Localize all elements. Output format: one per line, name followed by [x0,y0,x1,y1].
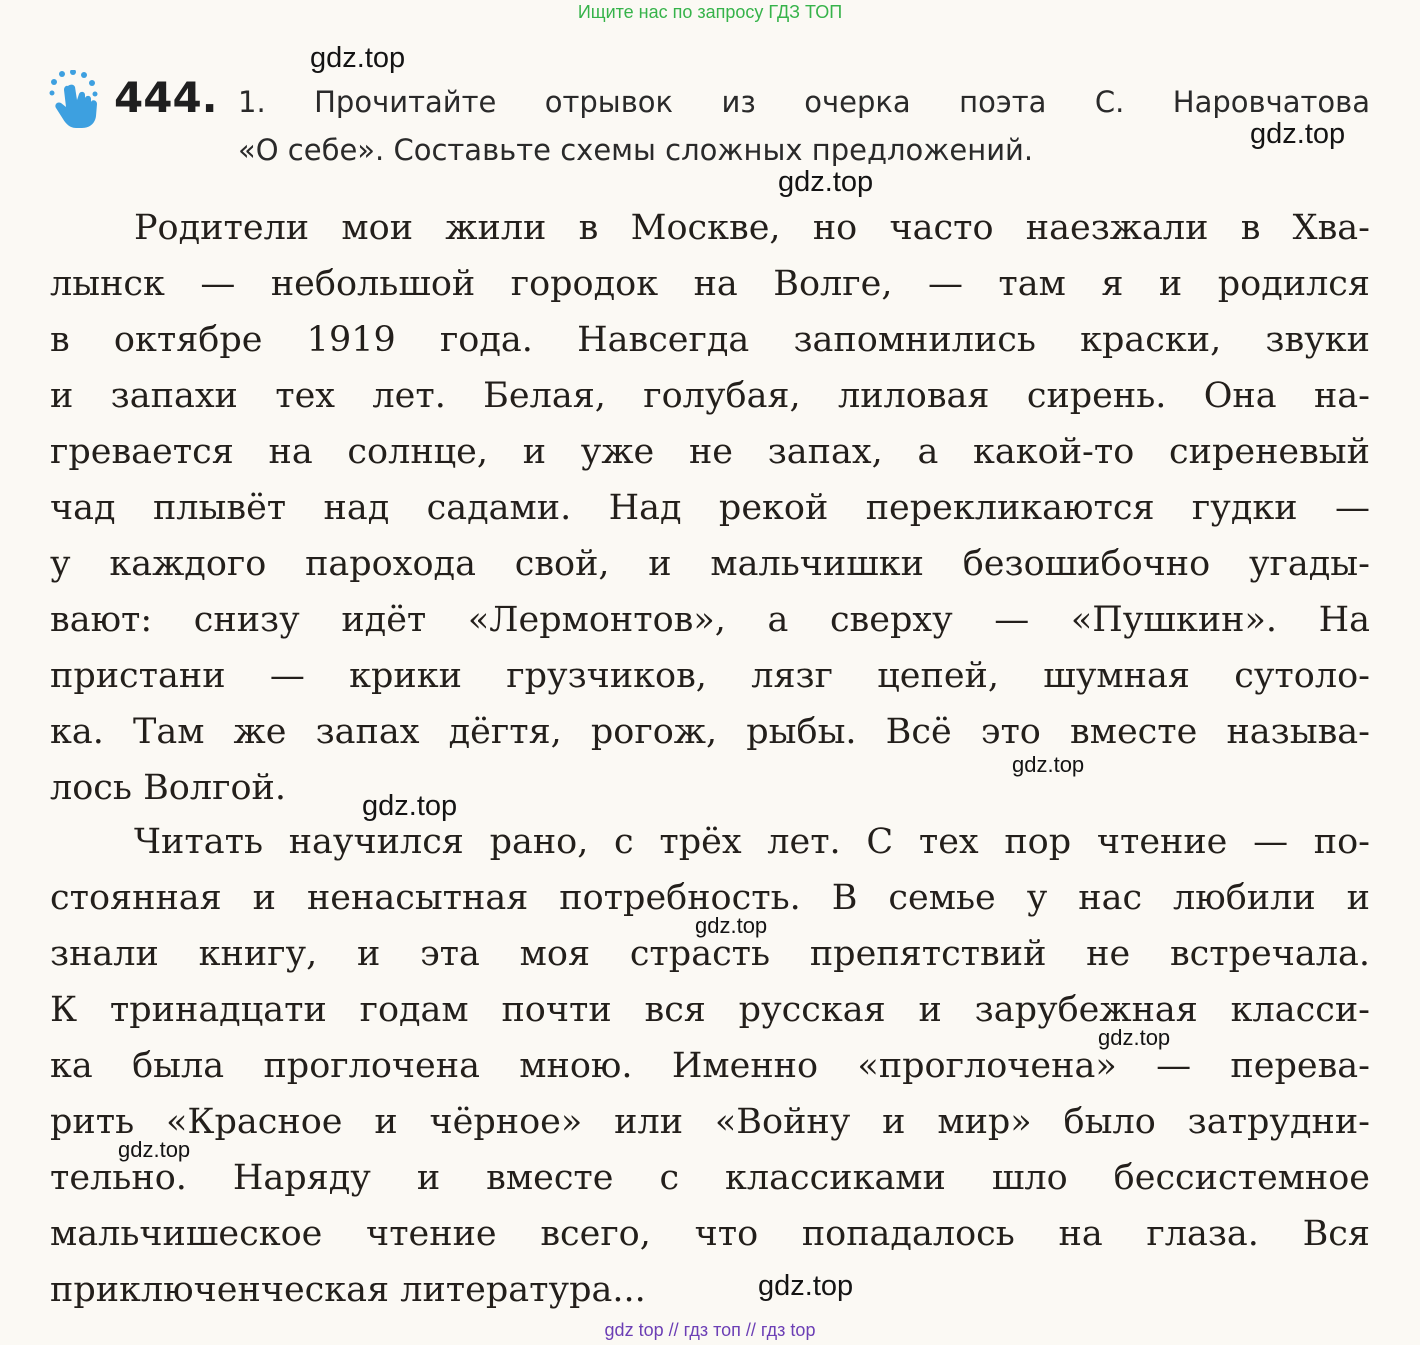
text-line: пристани — крики грузчиков, лязг цепей, шумная сутоло- [50,656,1370,696]
text-line: ка была проглочена мною. Именно «проглочена» — перева- [50,1046,1370,1086]
text-line: мальчишеское чтение всего, что попадалось на глаза. Вся [50,1214,1370,1254]
paragraph-2 [50,814,1370,1318]
text-line: приключенческая литература... [50,1270,646,1310]
task-instruction [238,78,1370,174]
task-instruction-line-2: «О себе». Составьте схемы сложных предложений. [238,133,1034,167]
watermark: gdz.top [1012,752,1085,777]
text-line: гревается на солнце, и уже не запах, а какой-то сиреневый [50,432,1370,472]
watermark: gdz.top [310,42,406,74]
watermark: gdz.top [362,790,458,822]
task-instruction-line-1: 1. Прочитайте отрывок из очерка поэта С. Наровчатова [238,85,1370,119]
text-line: Читать научился рано, с трёх лет. С тех пор чтение — по- [134,822,1370,862]
text-line: чад плывёт над садами. Над рекой перекликаются гудки — [50,488,1370,528]
watermark: gdz.top [695,913,768,938]
watermark: gdz.top [1098,1025,1171,1050]
text-line: и запахи тех лет. Белая, голубая, лиловая сирень. Она на- [50,376,1370,416]
watermark: gdz.top [778,166,874,198]
text-line: стоянная и ненасытная потребность. В семье у нас любили и [50,878,1370,918]
text-line: К тринадцати годам почти вся русская и зарубежная класси- [50,990,1370,1030]
text-line: лось Волгой. [50,768,286,808]
text-line: в октябре 1919 года. Навсегда запомнились краски, звуки [50,320,1370,360]
text-line: лынск — небольшой городок на Волге, — там я и родился [50,264,1370,304]
text-line: ка. Там же запах дёгтя, рогож, рыбы. Всё это вместе называ- [50,712,1370,752]
watermark: gdz.top [118,1137,191,1162]
task-number: 444. [114,73,218,122]
text-line: Родители мои жили в Москве, но часто наезжали в Хва- [134,208,1370,248]
text-line: у каждого парохода свой, и мальчишки безошибочно угады- [50,544,1370,584]
pointing-hand-icon [48,70,104,130]
text-line: вают: снизу идёт «Лермонтов», а сверху — «Пушкин». На [50,600,1370,640]
bottom-links[interactable]: gdz top // гдз топ // гдз top [604,1320,816,1340]
paragraph-1 [50,200,1370,816]
text-line: тельно. Наряду и вместе с классиками шло бессистемное [50,1158,1370,1198]
text-line: знали книгу, и эта моя страсть препятствий не встречала. [50,934,1370,974]
watermark: gdz.top [1250,118,1346,150]
top-banner[interactable]: Ищите нас по запросу ГДЗ ТОП [577,2,843,22]
text-line: рить «Красное и чёрное» или «Войну и мир» было затрудни- [50,1102,1370,1142]
watermark: gdz.top [758,1270,854,1302]
